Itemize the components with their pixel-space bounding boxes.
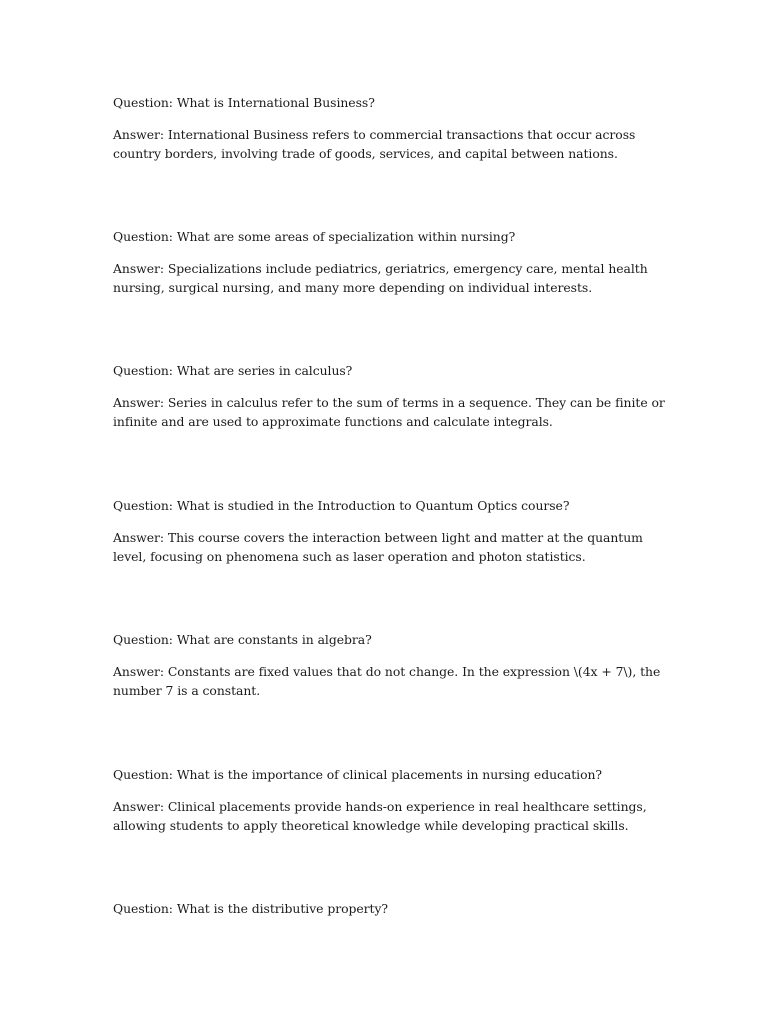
answer-text: Answer: Clinical placements provide hands-on experience in real healthcare settings, allowing students to apply theoretical knowledge while developing practical skills.: [113, 799, 647, 833]
qa-block-clinical-placements: [113, 765, 673, 835]
answer-text: Answer: International Business refers to commercial transactions that occur across country borders, involving trade of goods, services, and capital between nations.: [113, 127, 636, 161]
question-text: Question: What are some areas of specialization within nursing?: [113, 229, 516, 244]
qa-block-distributive-property: [113, 899, 673, 918]
qa-block-international-business: [113, 93, 673, 163]
question-text: Question: What are series in calculus?: [113, 363, 353, 378]
question-text: Question: What is the importance of clinical placements in nursing education?: [113, 767, 603, 782]
answer-text: Answer: Series in calculus refer to the sum of terms in a sequence. They can be finite or infinite and are used to approximate functions and calculate integrals.: [113, 395, 665, 429]
answer-text: Answer: Specializations include pediatrics, geriatrics, emergency care, mental health nursing, surgical nursing, and many more depending on individual interests.: [113, 261, 648, 295]
question-text: Question: What is studied in the Introduction to Quantum Optics course?: [113, 498, 570, 513]
qa-block-nursing-specialization: [113, 227, 673, 297]
question-text: Question: What is the distributive property?: [113, 901, 389, 916]
qa-block-quantum-optics: [113, 496, 673, 566]
question-text: Question: What are constants in algebra?: [113, 632, 372, 647]
qa-block-algebra-constants: [113, 630, 673, 700]
qa-block-calculus-series: [113, 361, 673, 431]
question-text: Question: What is International Business?: [113, 95, 375, 110]
answer-text: Answer: Constants are fixed values that do not change. In the expression \(4x + 7\), the number 7 is a constant.: [113, 664, 661, 698]
answer-text: Answer: This course covers the interaction between light and matter at the quantum level, focusing on phenomena such as laser operation and photon statistics.: [113, 530, 643, 564]
